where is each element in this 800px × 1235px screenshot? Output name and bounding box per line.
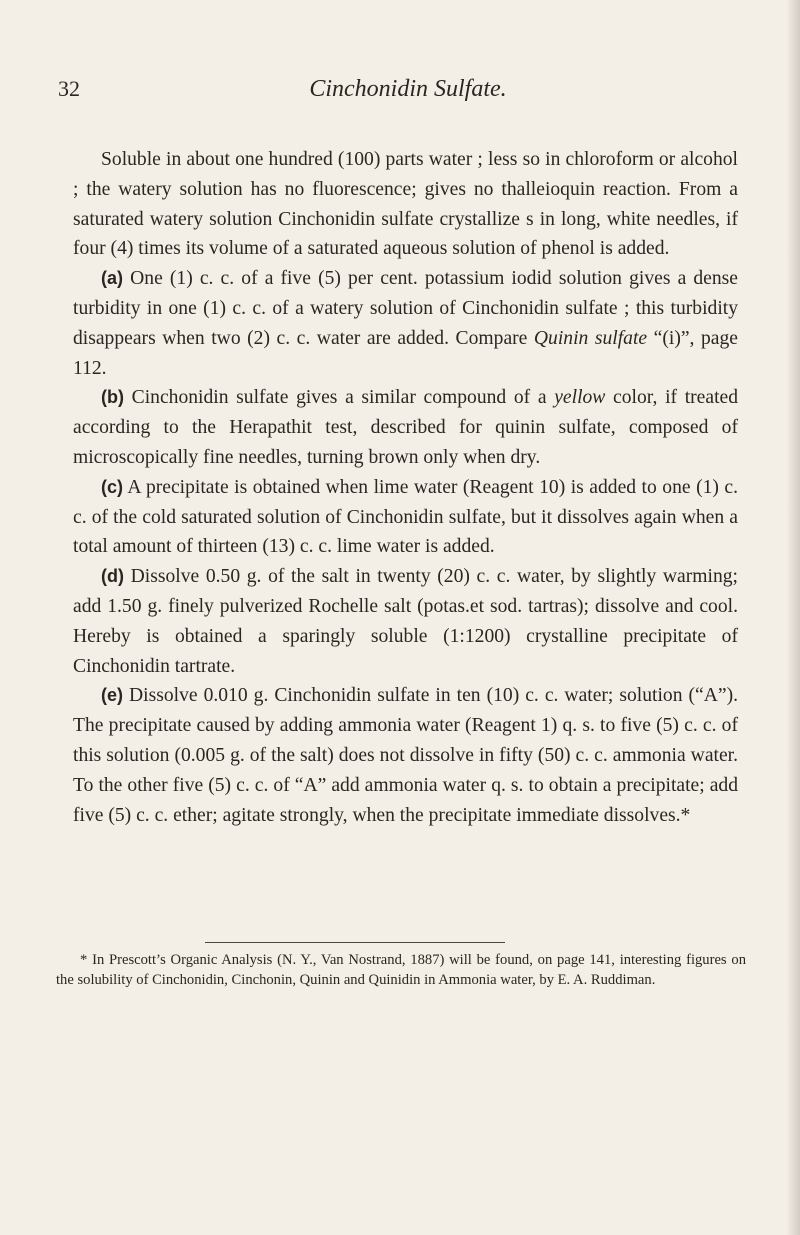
paragraph-d xyxy=(73,562,738,681)
paragraph-c xyxy=(73,473,738,562)
paragraph-marker: (a) xyxy=(101,268,123,289)
italic-term: Quinin sulfate xyxy=(533,327,648,349)
paragraph-text: Soluble in about one hundred (100) parts water ; less so in chloroform or alcohol ; the watery solution has no fluorescence; gives no thalleioquin reaction. From a saturated watery solution Cinchonidin sulfate crystallize s in long, white needles, if four (4) times its volume of a saturated aqueous solution of phenol is added. xyxy=(73,149,738,260)
footnote-text: * In Prescott’s Organic Analysis (N. Y., Van Nostrand, 1887) will be found, on page 141, interesting figures on the solubility of Cinchonidin, Cinchonin, Quinin and Quinidin in Ammonia water, by E. A. Ruddiman. xyxy=(56,952,746,988)
paragraph-text: Cinchonidin sulfate gives a similar compound of a xyxy=(123,387,555,409)
paragraph-marker: (d) xyxy=(101,566,124,587)
paragraph-e xyxy=(73,681,738,830)
paragraph-a xyxy=(73,264,738,383)
paragraph-text: Dissolve 0.50 g. of the salt in twenty (20) c. c. water, by slightly warming; add 1.50 g. finely pulverized Rochelle salt (potas.et sod. tartras); dissolve and cool. Hereby is obtained a sparingly soluble (1:1200) crystalline precipitate of Cinchonidin tartrate. xyxy=(73,566,738,677)
page-edge-shadow xyxy=(786,0,800,1235)
italic-term: yellow xyxy=(554,387,606,409)
paragraph-b xyxy=(73,383,738,472)
paragraph-text: “(i)”, page 112. xyxy=(73,327,738,379)
paragraph-text: One (1) c. c. of a five (5) per cent. potassium iodid solution gives a dense turbidity in one (1) c. c. of a watery solution of Cinchonidin sulfate ; this turbidity disappears when two (2) c. c. water are added. Compare xyxy=(73,268,738,349)
paragraph-marker: (e) xyxy=(101,685,123,706)
paragraph-marker: (c) xyxy=(101,476,123,497)
running-title: Cinchonidin Sulfate. xyxy=(309,76,507,102)
page-header xyxy=(58,76,738,116)
footnote-divider xyxy=(205,942,505,943)
paragraph-text: color, if treated according to the Herapathit test, described for quinin sulfate, composed of microscopically fine needles, turning brown only when dry. xyxy=(73,387,739,468)
footnote xyxy=(56,950,746,990)
paragraph-text: Dissolve 0.010 g. Cinchonidin sulfate in ten (10) c. c. water; solution (“A”). The precipitate caused by adding ammonia water (Reagent 1) q. s. to five (5) c. c. of this solution (0.005 g. of the salt) does not dissolve in fifty (50) c. c. ammonia water. To the other five (5) c. c. of “A” add ammonia water q. s. to obtain a precipitate; add five (5) c. c. ether; agitate strongly, when the precipitate immediate dissolves.* xyxy=(73,685,738,826)
paragraph-intro xyxy=(73,145,738,264)
paragraph-text: A precipitate is obtained when lime water (Reagent 10) is added to one (1) c. c. of the cold saturated solution of Cinchonidin sulfate, but it dissolves again when a total amount of thirteen (13) c. c. lime water is added. xyxy=(73,476,738,558)
paragraph-marker: (b) xyxy=(101,387,124,408)
body-text xyxy=(73,145,738,830)
page-number: 32 xyxy=(58,76,80,101)
